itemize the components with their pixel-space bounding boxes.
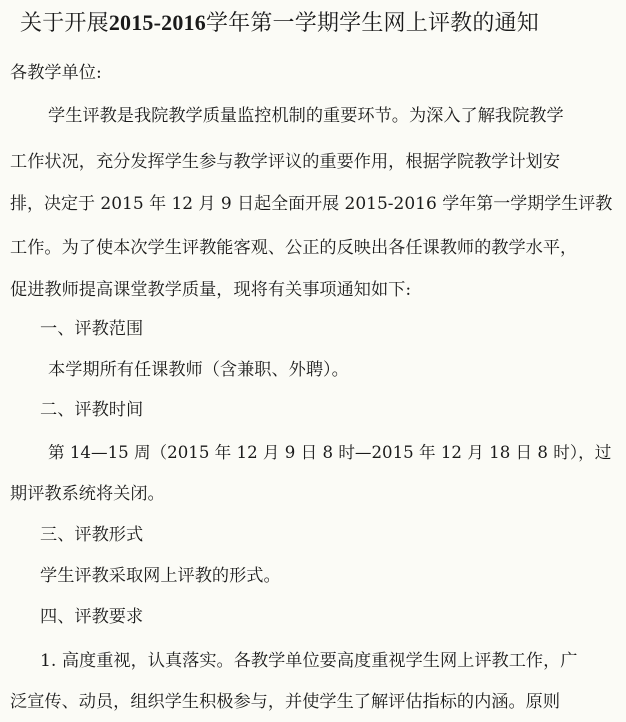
section-body-form: 学生评教采取网上评教的形式。 <box>40 566 281 586</box>
intro-line: 学生评教是我院教学质量监控机制的重要环节。为深入了解我院教学 <box>48 106 564 126</box>
intro-line: 工作。为了使本次学生评教能客观、公正的反映出各任课教师的教学水平， <box>10 238 578 258</box>
section-body-requirements: 1. 高度重视，认真落实。各教学单位要高度重视学生网上评教工作，广 <box>40 651 578 671</box>
section-heading-time: 二、评教时间 <box>40 400 144 420</box>
section-body-time: 期评教系统将关闭。 <box>10 484 165 504</box>
title-year: 2015-2016 <box>108 10 206 35</box>
intro-line: 工作状况，充分发挥学生参与教学评议的重要作用，根据学院教学计划安 <box>10 152 561 172</box>
section-body-scope: 本学期所有任课教师（含兼职、外聘）。 <box>48 360 349 380</box>
intro-line: 排，决定于 2015 年 12 月 9 日起全面开展 2015-2016 学年第一学期学生评教 <box>10 194 613 214</box>
section-heading-scope: 一、评教范围 <box>40 319 144 339</box>
section-heading-requirements: 四、评教要求 <box>40 607 144 627</box>
title-suffix: 学年第一学期学生网上评教的通知 <box>205 11 539 36</box>
document-title <box>20 8 610 39</box>
salutation: 各教学单位: <box>10 63 102 83</box>
section-body-requirements: 泛宣传、动员，组织学生积极参与，并使学生了解评估指标的内涵。原则 <box>10 692 561 712</box>
title-prefix: 关于开展 <box>20 11 109 36</box>
section-heading-form: 三、评教形式 <box>40 525 144 545</box>
intro-line: 促进教师提高课堂教学质量，现将有关事项通知如下: <box>10 280 412 300</box>
section-body-time: 第 14—15 周（2015 年 12 月 9 日 8 时—2015 年 12 月 18 日 8 时），过 <box>48 443 612 462</box>
